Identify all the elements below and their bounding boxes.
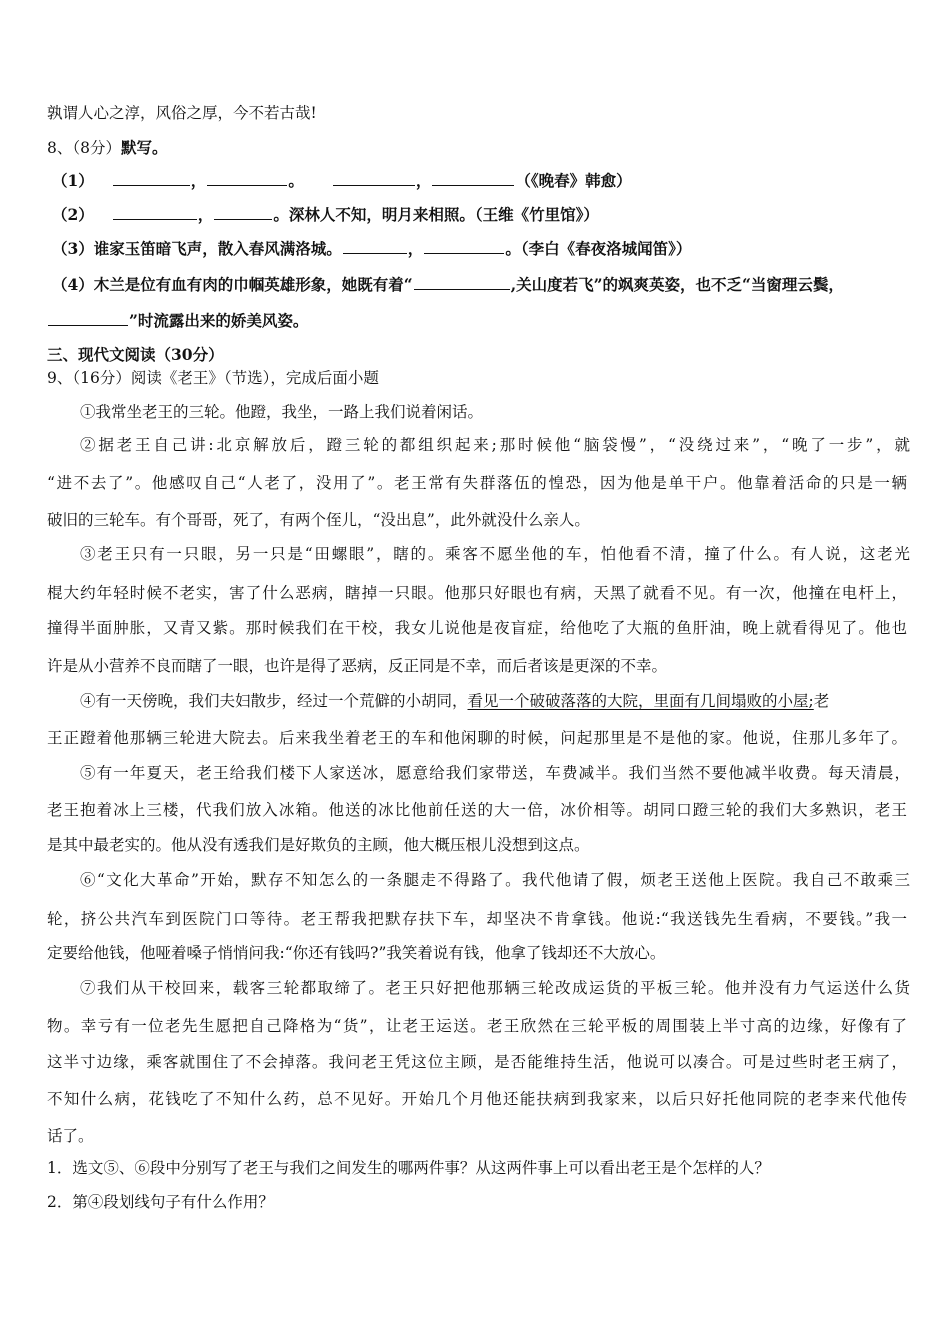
q8-header-num: 8、（8分）	[47, 139, 121, 157]
section3-title: 三、现代文阅读（30分）	[47, 345, 224, 364]
separator: ，	[190, 171, 207, 190]
answer-blank[interactable]	[414, 275, 510, 290]
answer-blank[interactable]	[343, 239, 407, 254]
q8-item1-num: （1）	[52, 171, 94, 190]
q8-item4-text-b: ,关山度若飞”的飒爽英姿，也不乏“当窗理云鬓，	[510, 275, 844, 294]
separator: ，	[407, 239, 424, 258]
passage-paragraph-6-line: ⑥“文化大革命”开始，默存不知怎么的一条腿走不得路了。我代他请了假，烦老王送他上医院。我自己不敢乘三	[80, 871, 910, 889]
passage-paragraph-4-line: 王正蹬着他那辆三轮进大院去。后来我坐着老王的车和他闲聊的时候，问起那里是不是他的家。他说，住那儿多年了。	[47, 729, 907, 747]
passage-paragraph-5-line: 老王抱着冰上三楼，代我们放入冰箱。他送的冰比他前任送的大一倍，冰价相等。胡同口蹬三轮的我们大多熟识，老王	[47, 801, 907, 819]
passage-paragraph-7-line: 这半寸边缘，乘客就围住了不会掉落。我问老王凭这位主顾，是否能维持生活，他说可以凑合。可是过些时老王病了，	[47, 1053, 907, 1071]
separator: ，	[415, 171, 432, 190]
p4-underlined-sentence: 看见一个破破落落的大院，里面有几间塌败的小屋;	[467, 692, 814, 710]
intro-line: 孰谓人心之淳，风俗之厚，今不若古哉!	[47, 104, 317, 122]
answer-blank[interactable]	[333, 171, 415, 186]
passage-paragraph-3-line: 许是从小营养不良而瞎了一眼，也许是得了恶病，反正同是不幸，而后者该是更深的不幸。	[47, 657, 668, 675]
passage-paragraph-6-line: 定要给他钱，他哑着嗓子悄悄问我:“你还有钱吗?”我笑着说有钱，他拿了钱却还不大放心。	[47, 944, 666, 962]
passage-paragraph-2-line: ②据老王自己讲:北京解放后，蹬三轮的都组织起来;那时候他“脑袋慢”，“没绕过来”，“晚了一步”，就	[80, 436, 910, 454]
q9-header: 9、（16分）阅读《老王》（节选），完成后面小题	[47, 369, 379, 387]
passage-paragraph-7-line: ⑦我们从干校回来，载客三轮都取缔了。老王只好把他那辆三轮改成运货的平板三轮。他并没有力气运送什么货	[80, 979, 910, 997]
answer-blank[interactable]	[432, 171, 514, 186]
p4-text-a: ④有一天傍晚，我们夫妇散步，经过一个荒僻的小胡同，	[80, 692, 468, 710]
answer-blank[interactable]	[113, 205, 197, 220]
q8-header-title: 默写。	[120, 138, 168, 157]
q8-item2	[52, 205, 912, 225]
q8-item4-line2	[47, 311, 907, 331]
sub-question-1: 1．选文⑤、⑥段中分别写了老王与我们之间发生的哪两件事？从这两件事上可以看出老王是个怎样的人？	[47, 1159, 770, 1177]
passage-paragraph-7-line: 物。幸亏有一位老先生愿把自己降格为“货”，让老王运送。老王欣然在三轮平板的周围装上半寸高的边缘，好像有了	[47, 1017, 907, 1035]
q8-item2-text: 。深林人不知，明月来相照。（王维《竹里馆》）	[273, 205, 599, 224]
passage-paragraph-2-line: 破旧的三轮车。有个哥哥，死了，有两个侄儿，“没出息”，此外就没什么亲人。	[47, 511, 590, 529]
separator: 。（李白《春夜洛城闻笛》）	[505, 239, 692, 258]
passage-paragraph-3-line: 撞得半面肿胀，又青又紫。那时候我们在干校，我女儿说他是夜盲症，给他吃了大瓶的鱼肝油，晚上就看得见了。他也	[47, 619, 907, 637]
answer-blank[interactable]	[207, 171, 287, 186]
passage-paragraph-5-line: ⑤有一年夏天，老王给我们楼下人家送冰，愿意给我们家带送，车费减半。我们当然不要他减半收费。每天清晨，	[80, 764, 910, 782]
q8-item3	[52, 239, 912, 259]
passage-paragraph-7-line: 不知什么病，花钱吃了不知什么药，总不见好。开始几个月他还能扶病到我家来，以后只好托他同院的老李来代他传	[47, 1090, 907, 1108]
answer-blank[interactable]	[48, 311, 128, 326]
passage-paragraph-3-line: ③老王只有一只眼，另一只是“田螺眼”，瞎的。乘客不愿坐他的车，怕他看不清，撞了什么。有人说，这老光	[80, 545, 910, 563]
passage-paragraph-3-line: 棍大约年轻时候不老实，害了什么恶病，瞎掉一只眼。他那只好眼也有病，天黑了就看不见。有一次，他撞在电杆上，	[47, 584, 907, 602]
q8-item2-num: （2）	[52, 205, 94, 224]
passage-paragraph-4-line	[80, 691, 910, 711]
p4-text-b: 老	[813, 692, 830, 710]
q8-item1-source: （《晚春》韩愈）	[515, 171, 632, 190]
separator: 。	[288, 171, 304, 190]
answer-blank[interactable]	[113, 171, 190, 186]
q8-item1	[52, 171, 912, 191]
passage-paragraph-2-line: “进不去了”。他感叹自己“人老了，没用了”。老王常有失群落伍的惶恐，因为他是单干户。他靠着活命的只是一辆	[47, 474, 907, 492]
passage-paragraph-5-line: 是其中最老实的。他从没有透我们是好欺负的主顾，他大概压根儿没想到这点。	[47, 836, 590, 854]
q8-item3-text: （3）谁家玉笛暗飞声，散入春风满洛城。	[52, 239, 342, 258]
passage-paragraph-6-line: 轮，挤公共汽车到医院门口等待。老王帮我把默存扶下车，却坚决不肯拿钱。他说:“我送钱先生看病，不要钱。”我一	[47, 910, 907, 928]
sub-question-2: 2．第④段划线句子有什么作用？	[47, 1193, 274, 1211]
answer-blank[interactable]	[424, 239, 504, 254]
q8-item4-text-c: ”时流露出来的娇美风姿。	[129, 311, 309, 330]
q8-item4-text-a: （4）木兰是位有血有肉的巾帼英雄形象，她既有着“	[52, 275, 413, 294]
q8-header	[47, 138, 907, 158]
passage-paragraph-1: ①我常坐老王的三轮。他蹬，我坐，一路上我们说着闲话。	[80, 403, 484, 421]
passage-paragraph-7-line: 话了。	[47, 1127, 94, 1145]
answer-blank[interactable]	[214, 205, 272, 220]
q8-item4-line1	[52, 275, 912, 295]
separator: ，	[197, 205, 214, 224]
